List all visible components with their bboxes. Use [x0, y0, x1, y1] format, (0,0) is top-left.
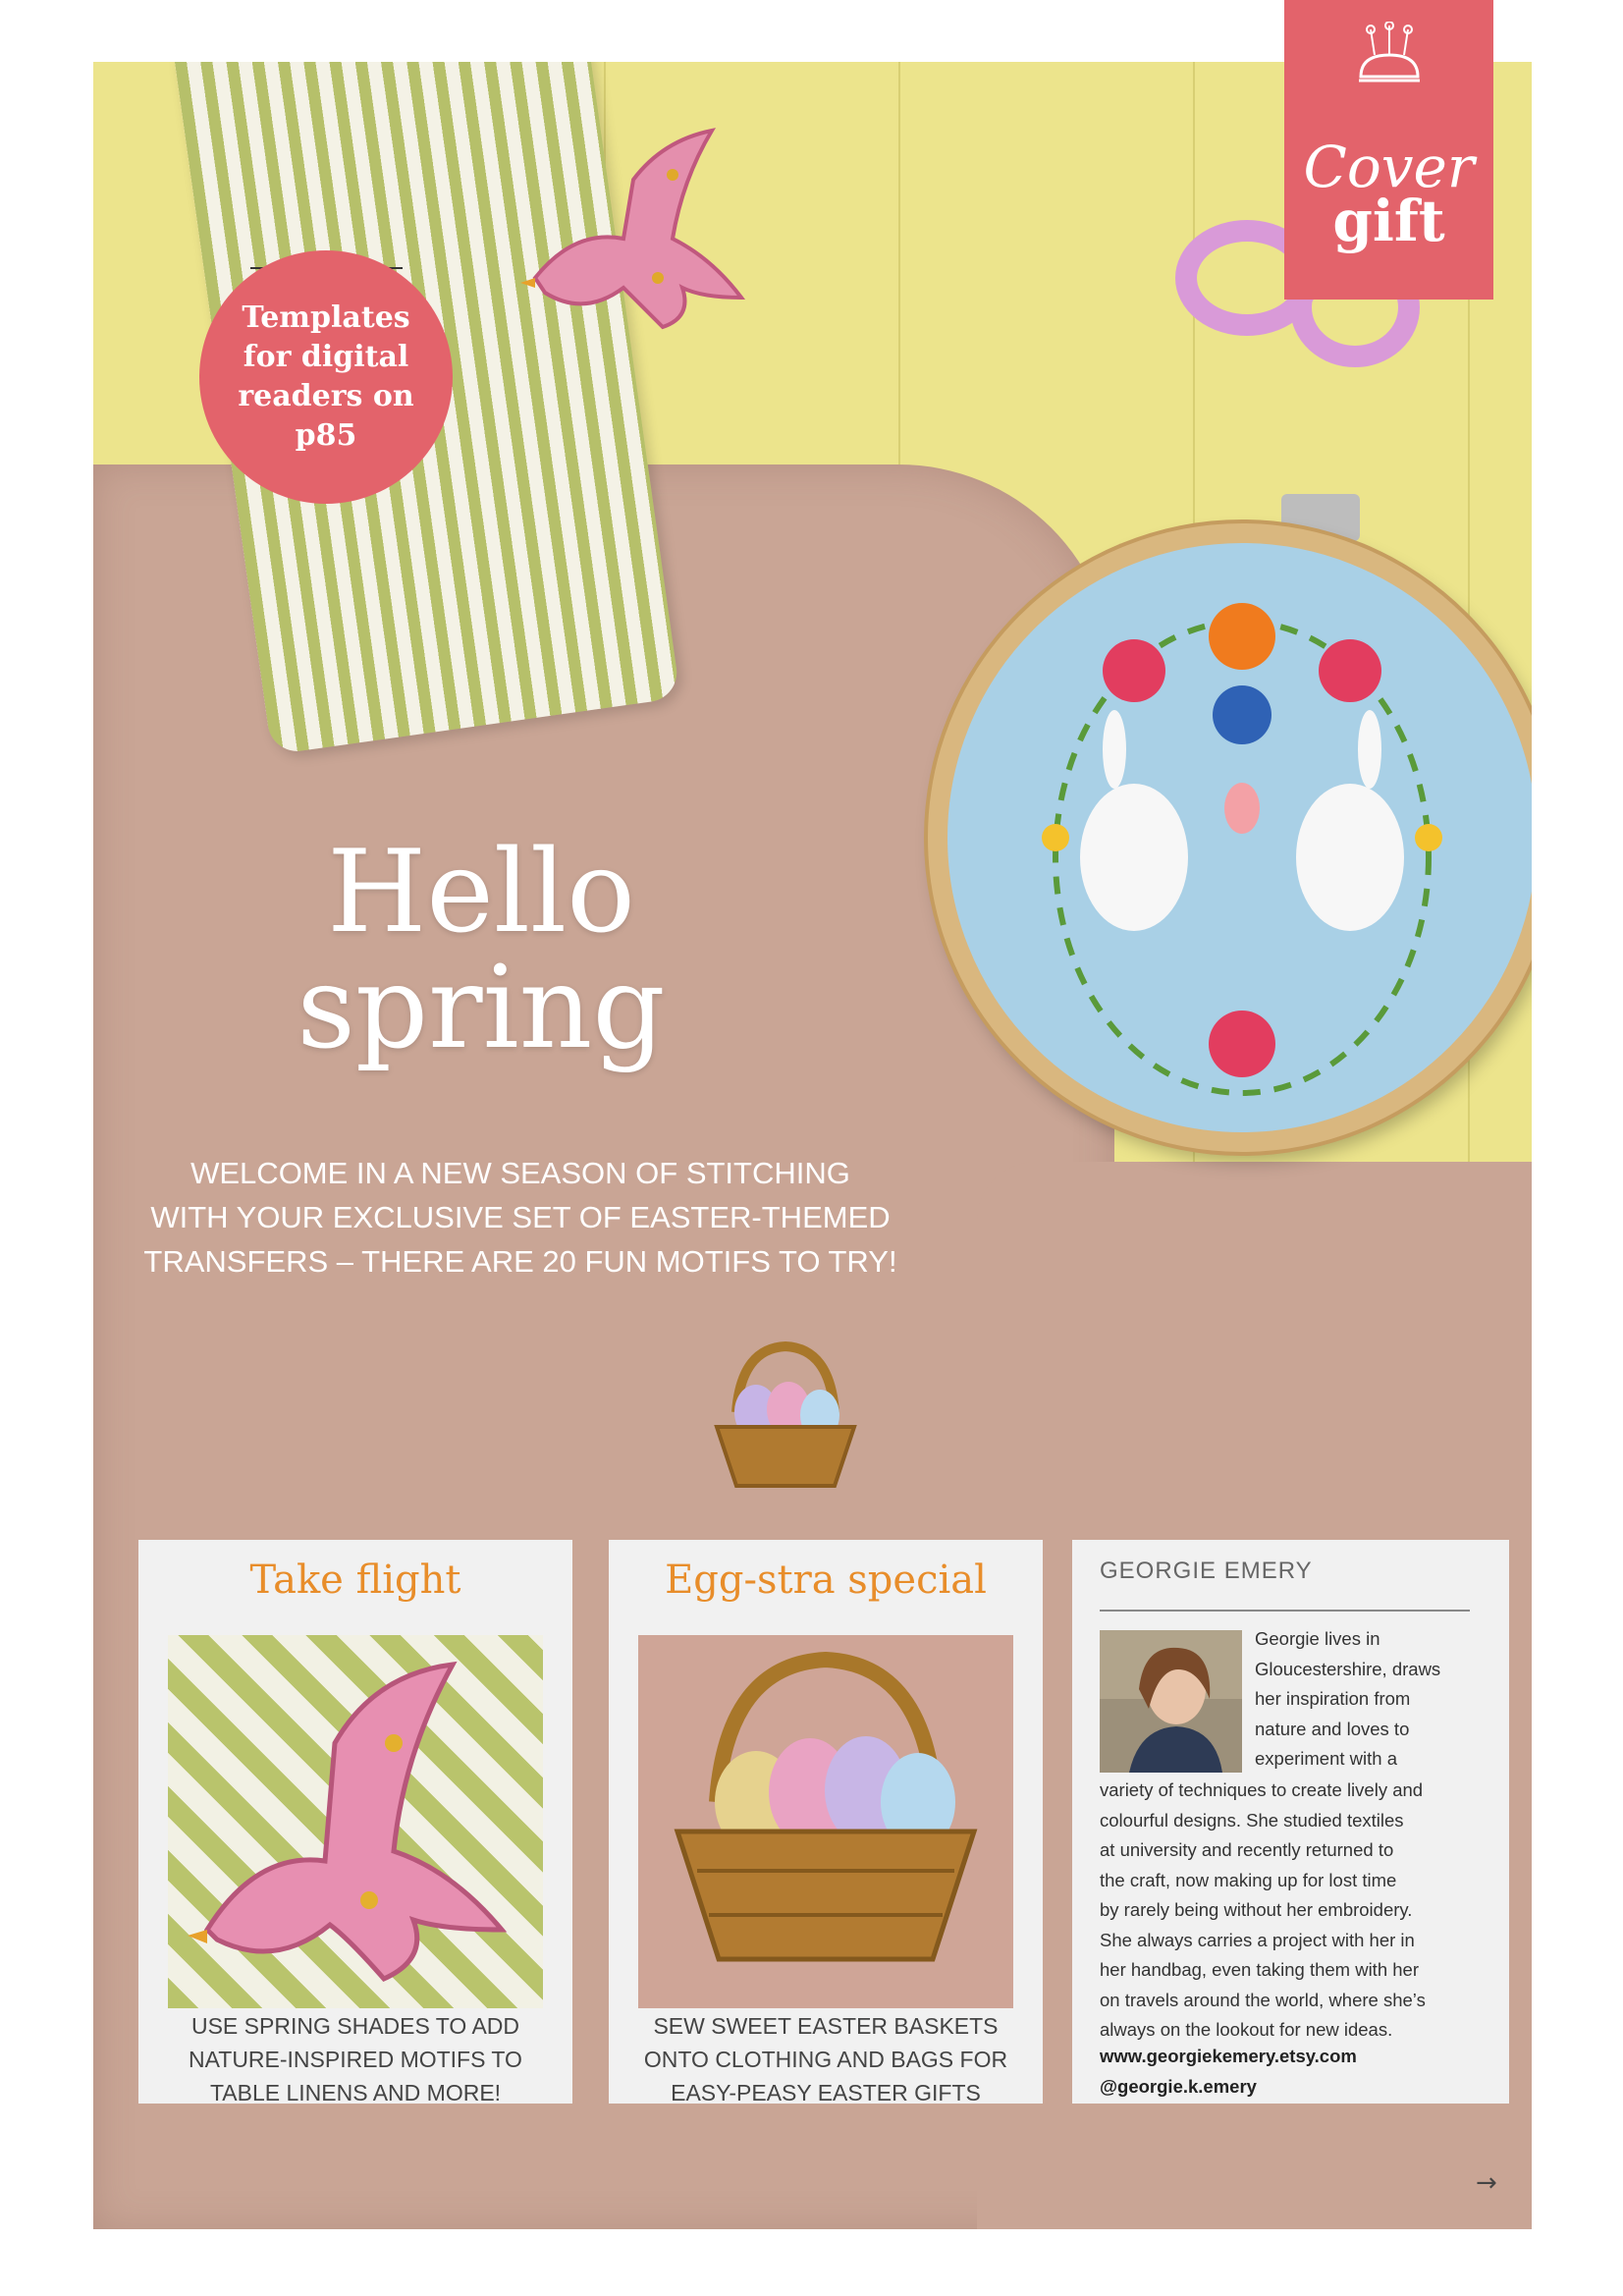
divider	[1100, 1610, 1470, 1612]
title-line-1: Hello	[327, 826, 635, 958]
bio-body	[1100, 1776, 1492, 2046]
title-line-2: spring	[297, 942, 666, 1074]
intro-line-1: WELCOME IN A NEW SEASON OF STITCHING	[190, 1156, 850, 1190]
bunnies-motif-icon	[947, 543, 1532, 1132]
card-title: Take flight	[249, 1558, 461, 1603]
bio-line: her handbag, even taking them with her	[1100, 1959, 1419, 1980]
caption-line-2: ONTO CLOTHING AND BAGS FOR	[643, 2047, 1008, 2072]
bio-intro	[1255, 1624, 1490, 1775]
author-avatar	[1100, 1630, 1242, 1773]
badge-line-1: Cover	[1303, 134, 1475, 200]
promo-text: Templates for digital readers on p85	[238, 301, 414, 453]
bio-line: by rarely being without her embroidery.	[1100, 1899, 1413, 1920]
pincushion-icon	[1353, 22, 1426, 94]
bio-line: experiment with a	[1255, 1748, 1397, 1769]
easter-basket-icon	[638, 1635, 1013, 2008]
intro-text	[128, 1151, 913, 1284]
embroidery-hoop	[928, 523, 1532, 1152]
embroidered-bird-icon	[515, 121, 761, 337]
card-egg-stra-special	[609, 1540, 1043, 2104]
card-take-flight	[138, 1540, 572, 2104]
card-image-basket	[638, 1635, 1013, 2008]
intro-line-2: WITH YOUR EXCLUSIVE SET OF EASTER-THEMED	[150, 1200, 891, 1234]
basket-motif-icon	[702, 1339, 869, 1496]
caption-line-3: TABLE LINENS AND MORE!	[209, 2080, 502, 2105]
bio-line: at university and recently returned to	[1100, 1839, 1394, 1860]
bio-line: colourful designs. She studied textiles	[1100, 1809, 1404, 1831]
page-title	[226, 826, 736, 1074]
card-caption	[148, 2009, 563, 2109]
bio-line: nature and loves to	[1255, 1718, 1410, 1739]
bio-line: her inspiration from	[1255, 1688, 1411, 1709]
caption-line-2: NATURE-INSPIRED MOTIFS TO	[189, 2047, 522, 2072]
caption-line-1: SEW SWEET EASTER BASKETS	[653, 2013, 999, 2039]
templates-promo-circle	[199, 250, 453, 504]
intro-line-3: TRANSFERS – THERE ARE 20 FUN MOTIFS TO TRY!	[143, 1244, 897, 1279]
author-social-link[interactable]: @georgie.k.emery	[1100, 2076, 1257, 2097]
bio-line: Georgie lives in	[1255, 1628, 1380, 1649]
bio-line: always on the lookout for new ideas.	[1100, 2019, 1393, 2040]
author-website-link[interactable]: www.georgiekemery.etsy.com	[1100, 2046, 1357, 2066]
caption-line-3: EASY-PEASY EASTER GIFTS	[671, 2080, 981, 2105]
author-card	[1072, 1540, 1509, 2104]
caption-line-1: USE SPRING SHADES TO ADD	[190, 2013, 520, 2039]
card-image-bird	[168, 1635, 543, 2008]
badge-line-2: gift	[1332, 188, 1445, 254]
next-page-arrow-icon: →	[1476, 2168, 1497, 2198]
bio-line: She always carries a project with her in	[1100, 1929, 1415, 1950]
bio-line: on travels around the world, where she’s	[1100, 1989, 1426, 2010]
card-title: Egg-stra special	[665, 1558, 987, 1603]
cover-gift-badge	[1284, 0, 1493, 300]
bio-line: Gloucestershire, draws	[1255, 1658, 1441, 1679]
author-name: GEORGIE EMERY	[1100, 1558, 1313, 1584]
bird-icon	[168, 1635, 543, 2008]
bio-line: the craft, now making up for lost time	[1100, 1869, 1397, 1890]
card-caption	[619, 2009, 1033, 2109]
bio-line: variety of techniques to create lively and	[1100, 1779, 1424, 1800]
